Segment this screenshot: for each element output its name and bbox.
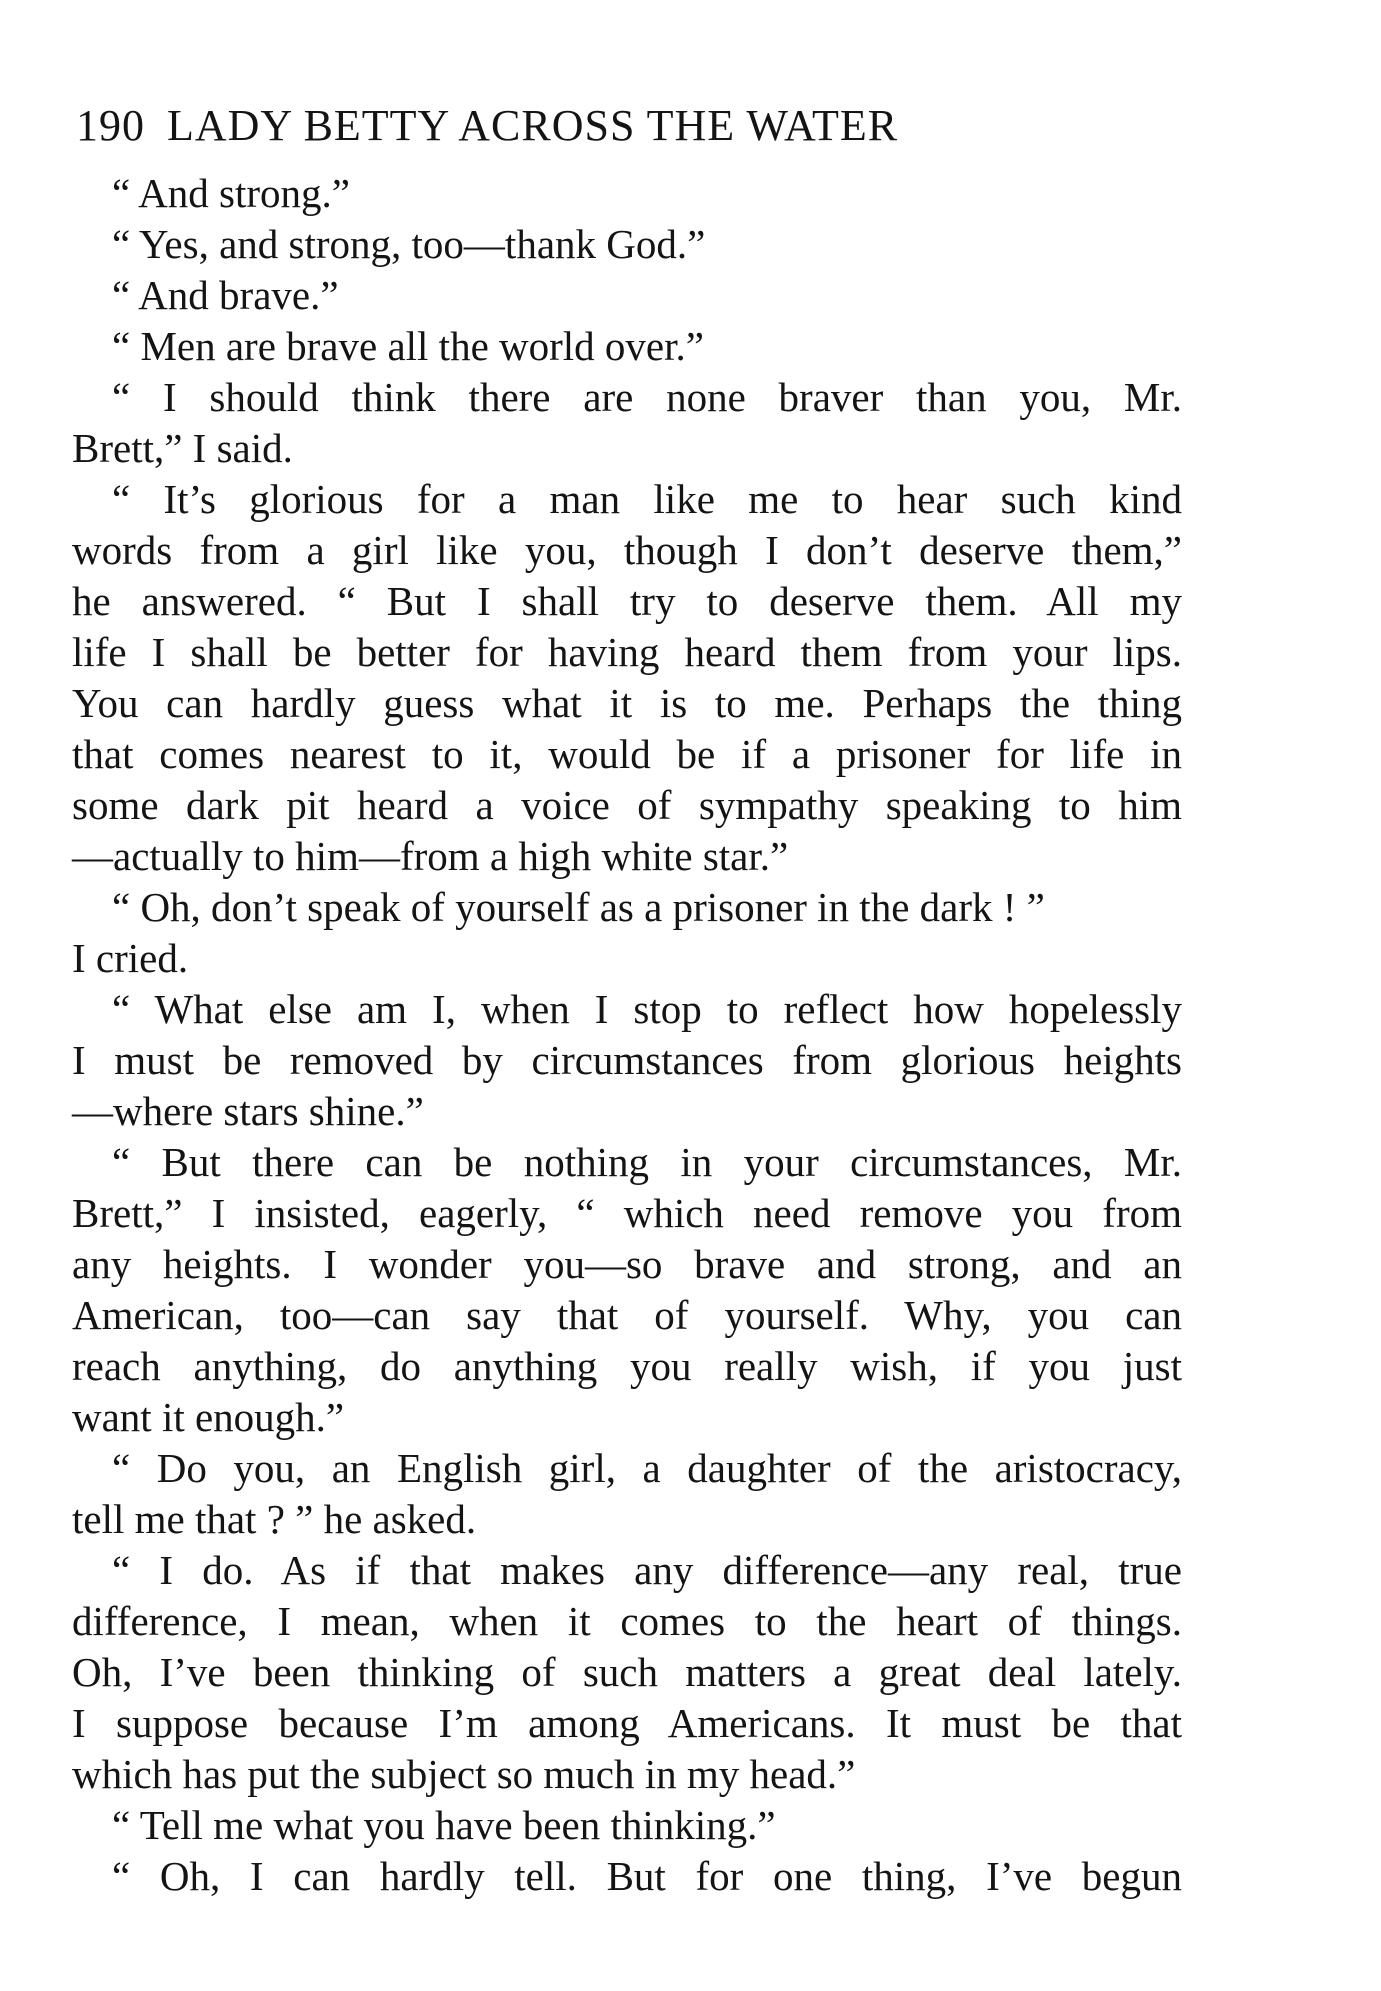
text-line: “ Tell me what you have been thinking.” (112, 1802, 776, 1848)
text-line: “ Do you, an English girl, a daughter of the aristocracy, (112, 1445, 1182, 1491)
text-line: I cried. (72, 935, 189, 981)
text-line: “ It’s glorious for a man like me to hear such kind (112, 476, 1182, 522)
text-line: I must be removed by circumstances from glorious heights (72, 1037, 1182, 1083)
text-line: want it enough.” (72, 1394, 345, 1440)
text-line: life I shall be better for having heard them from your lips. (72, 629, 1182, 675)
text-line: any heights. I wonder you—so brave and strong, and an (72, 1241, 1182, 1287)
text-line: that comes nearest to it, would be if a prisoner for life in (72, 731, 1182, 777)
text-line: “ Men are brave all the world over.” (112, 323, 704, 369)
text-line: tell me that ? ” he asked. (72, 1496, 477, 1542)
text-line: “ But there can be nothing in your circumstances, Mr. (112, 1139, 1182, 1185)
text-line: You can hardly guess what it is to me. Perhaps the thing (72, 680, 1182, 726)
text-line: American, too—can say that of yourself. Why, you can (72, 1292, 1182, 1338)
text-line: —actually to him—from a high white star.” (72, 833, 789, 879)
text-line: —where stars shine.” (72, 1088, 424, 1134)
text-line: “ I do. As if that makes any difference—any real, true (112, 1547, 1182, 1593)
text-line: “ I should think there are none braver than you, Mr. (112, 374, 1182, 420)
text-line: “ Oh, I can hardly tell. But for one thing, I’ve begun (112, 1853, 1182, 1899)
text-line: Brett,” I said. (72, 425, 293, 471)
text-line: “ And brave.” (112, 272, 339, 318)
text-line: I suppose because I’m among Americans. It must be that (72, 1700, 1182, 1746)
text-line: some dark pit heard a voice of sympathy speaking to him (72, 782, 1182, 828)
text-line: “ Oh, don’t speak of yourself as a prisoner in the dark ! ” (112, 884, 1045, 930)
running-title: LADY BETTY ACROSS THE WATER (167, 101, 899, 150)
text-line: “ And strong.” (112, 170, 350, 216)
text-line: Brett,” I insisted, eagerly, “ which need remove you from (72, 1190, 1182, 1236)
text-line: words from a girl like you, though I don’t deserve them,” (72, 527, 1182, 573)
text-line: reach anything, do anything you really wish, if you just (72, 1343, 1182, 1389)
text-line: “ What else am I, when I stop to reflect how hopelessly (112, 986, 1182, 1032)
text-line: Oh, I’ve been thinking of such matters a great deal lately. (72, 1649, 1182, 1695)
text-line: he answered. “ But I shall try to deserve them. All my (72, 578, 1182, 624)
running-header (76, 98, 1086, 154)
text-line: “ Yes, and strong, too—thank God.” (112, 221, 706, 267)
text-line: difference, I mean, when it comes to the heart of things. (72, 1598, 1182, 1644)
page-number: 190 (76, 101, 145, 150)
text-line: which has put the subject so much in my head.” (72, 1751, 856, 1797)
